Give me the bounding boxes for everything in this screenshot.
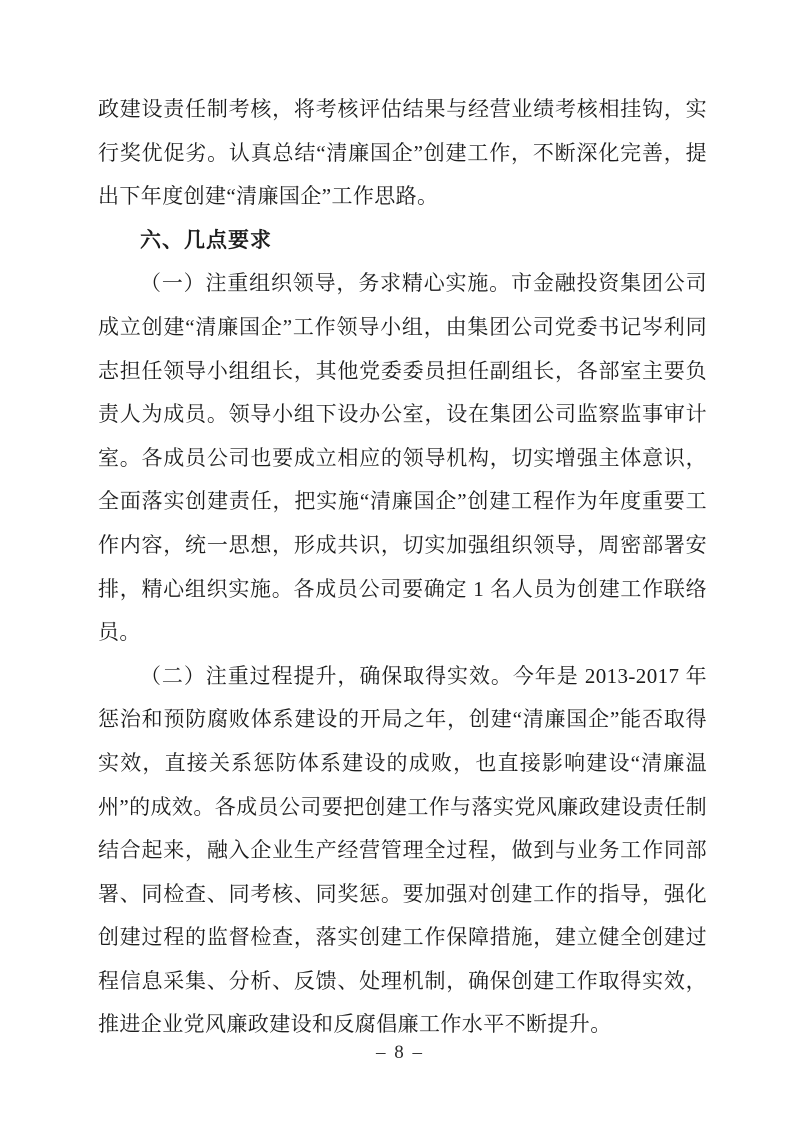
section-heading: 六、几点要求 <box>140 228 272 252</box>
continuation-paragraph: 政建设责任制考核，将考核评估结果与经营业绩考核相挂钩，实行奖优促劣。认真总结“清廉国企”创建工作，不断深化完善，提出下年度创建“清廉国企”工作思路。 <box>98 97 707 209</box>
page-number: – 8 – <box>376 1042 424 1063</box>
paragraph-item-1: （一）注重组织领导，务求精心实施。市金融投资集团公司成立创建“清廉国企”工作领导小组，由集团公司党委书记岑利同志担任领导小组组长，其他党委委员担任副组长，各部室主要负责人为成员。领导小组下设办公室，设在集团公司监察监事审计室。各成员公司也要成立相应的领导机构，切实增强主体意识，全面落实创建责任，把实施“清廉国企”创建工程作为年度重要工作内容，统一思想，形成共识，切实加强组织领导，周密部署安排，精心组织实施。各成员公司要确定 1 名人员为创建工作联络员。 <box>98 271 707 645</box>
paragraph-item-2: （二）注重过程提升，确保取得实效。今年是 2013-2017 年惩治和预防腐败体系建设的开局之年，创建“清廉国企”能否取得实效，直接关系惩防体系建设的成败，也直接影响建设“清廉温州”的成效。各成员公司要把创建工作与落实党风廉政建设责任制结合起来，融入企业生产经营管理全过程，做到与业务工作同部署、同检查、同考核、同奖惩。要加强对创建工作的指导，强化创建过程的监督检查，落实创建工作保障措施，建立健全创建过程信息采集、分析、反馈、处理机制，确保创建工作取得实效，推进企业党风廉政建设和反腐倡廉工作水平不断提升。 <box>98 663 707 1037</box>
document-body <box>98 88 707 1047</box>
